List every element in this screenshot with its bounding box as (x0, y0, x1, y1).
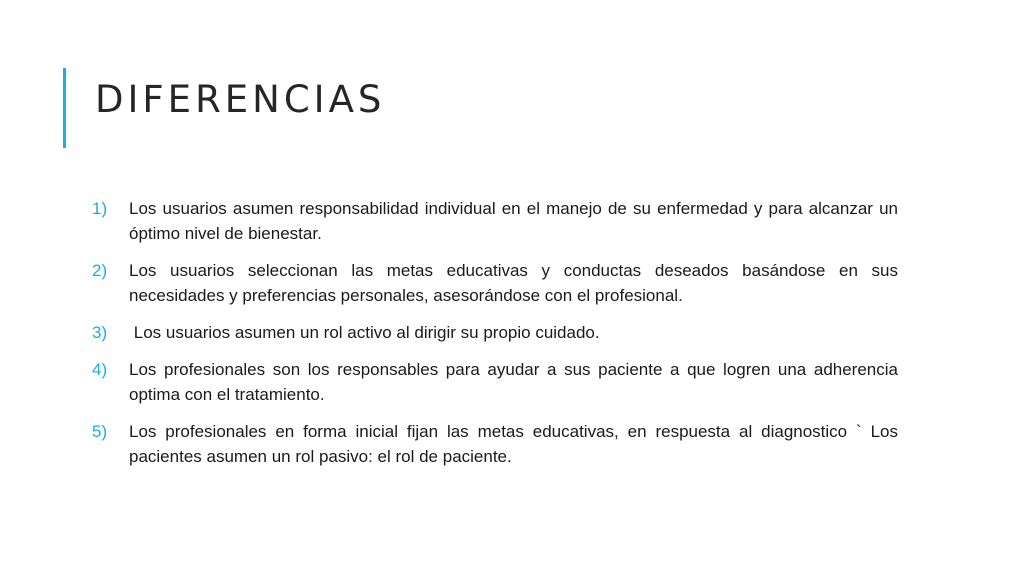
list-item (92, 419, 898, 469)
list-item-number: 5) (92, 422, 108, 441)
list-item (92, 357, 898, 407)
list-item-text: Los usuarios asumen un rol activo al dirigir su propio cuidado. (129, 323, 600, 342)
list-item-number: 3) (92, 323, 108, 342)
list-item-text: Los usuarios asumen responsabilidad individual en el manejo de su enfermedad y para alcanzar un óptimo nivel de bienestar. (129, 199, 898, 243)
list-item-text: Los profesionales son los responsables para ayudar a sus paciente a que logren una adherencia optima con el tratamiento. (129, 360, 898, 404)
list-item (92, 196, 898, 246)
list-item-number: 2) (92, 261, 108, 280)
list-item-text: Los usuarios seleccionan las metas educativas y conductas deseados basándose en sus necesidades y preferencias personales, asesorándose con el profesional. (129, 261, 898, 305)
list-item (92, 258, 898, 308)
list-item-number: 1) (92, 199, 108, 218)
differences-list (92, 196, 898, 481)
list-item-text: Los profesionales en forma inicial fijan las metas educativas, en respuesta al diagnostico ` Los pacientes asumen un rol pasivo: el rol de paciente. (129, 422, 898, 466)
list-item (92, 320, 898, 345)
slide-title: DIFERENCIAS (95, 78, 386, 121)
list-item-number: 4) (92, 360, 108, 379)
title-accent-bar (63, 68, 66, 148)
